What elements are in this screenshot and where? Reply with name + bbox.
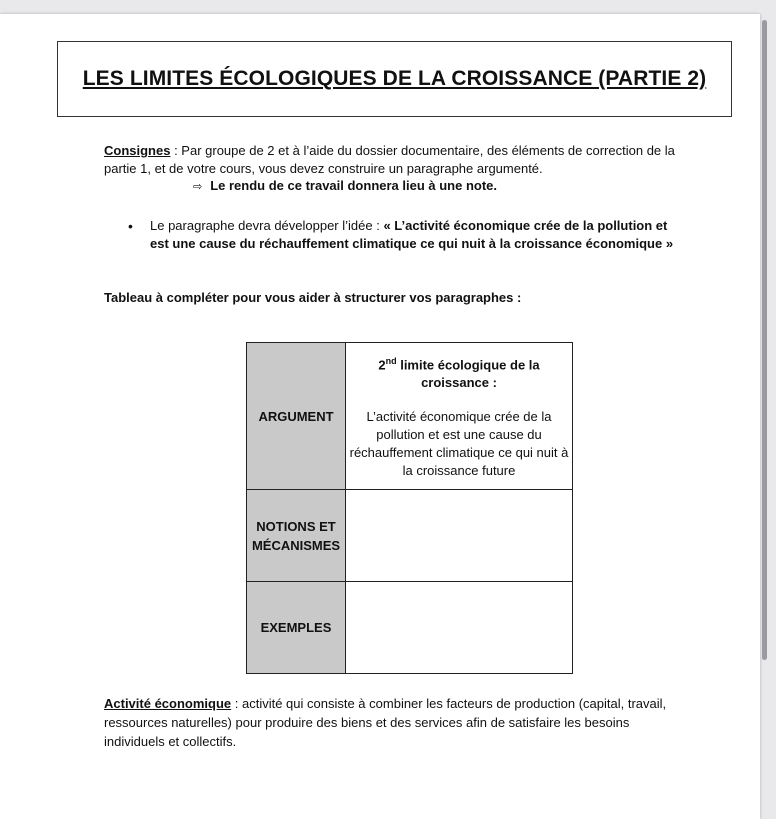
table-row <box>247 343 573 490</box>
exemples-cell[interactable] <box>346 582 573 674</box>
table-row <box>247 490 573 582</box>
structure-table <box>246 342 573 674</box>
title-box <box>57 41 732 117</box>
vertical-scrollbar[interactable] <box>762 20 767 660</box>
arrow-right-icon: ⇨ <box>193 181 203 193</box>
consignes-paragraph <box>104 142 684 178</box>
argument-cell <box>346 343 573 490</box>
row-label-notions <box>247 490 346 582</box>
notions-cell[interactable] <box>346 490 573 582</box>
bullet-intro: Le paragraphe devra développer l’idée : <box>150 218 384 233</box>
table-row <box>247 582 573 674</box>
definition-label: Activité économique <box>104 696 232 711</box>
notions-label-line1: NOTIONS ET <box>256 518 336 534</box>
tableau-label: Tableau à compléter pour vous aider à structurer vos paragraphes : <box>104 290 522 305</box>
argument-heading <box>346 352 572 392</box>
definition-text: : activité qui consiste à combiner les facteurs de production (capital, travail, ressources naturelles) pour produire des biens et des services afin de satisfaire les besoins individuels et collectifs. <box>104 696 667 749</box>
note-line <box>193 178 497 193</box>
bullet-icon: • <box>128 218 133 234</box>
definition-paragraph <box>104 694 674 751</box>
document-title: LES LIMITES ÉCOLOGIQUES DE LA CROISSANCE (PARTIE 2) <box>82 67 707 90</box>
heading-ordinal: nd <box>385 355 397 366</box>
row-label-argument: ARGUMENT <box>247 343 346 490</box>
argument-content: L’activité économique crée de la pollution et est une cause du réchauffement climatique ce qui nuit à la croissance future <box>349 409 569 479</box>
consignes-text: : Par groupe de 2 et à l’aide du dossier documentaire, des éléments de correction de la partie 1, et de votre cours, vous devez construire un paragraphe argumenté. <box>104 143 675 176</box>
document-page <box>0 14 760 819</box>
heading-number: 2 <box>378 357 386 373</box>
bullet-item <box>128 217 688 253</box>
heading-text: limite écologique de la croissance : <box>396 357 540 391</box>
consignes-label: Consignes <box>104 143 171 158</box>
bullet-text <box>150 217 688 253</box>
note-text: Le rendu de ce travail donnera lieu à une note. <box>210 178 498 193</box>
notions-label-line2: MÉCANISMES <box>251 537 341 553</box>
row-label-exemples: EXEMPLES <box>247 582 346 674</box>
bullet-idea: « L’activité économique crée de la pollution et est une cause du réchauffement climatique ce qui nuit à la croissance économique » <box>150 218 674 251</box>
